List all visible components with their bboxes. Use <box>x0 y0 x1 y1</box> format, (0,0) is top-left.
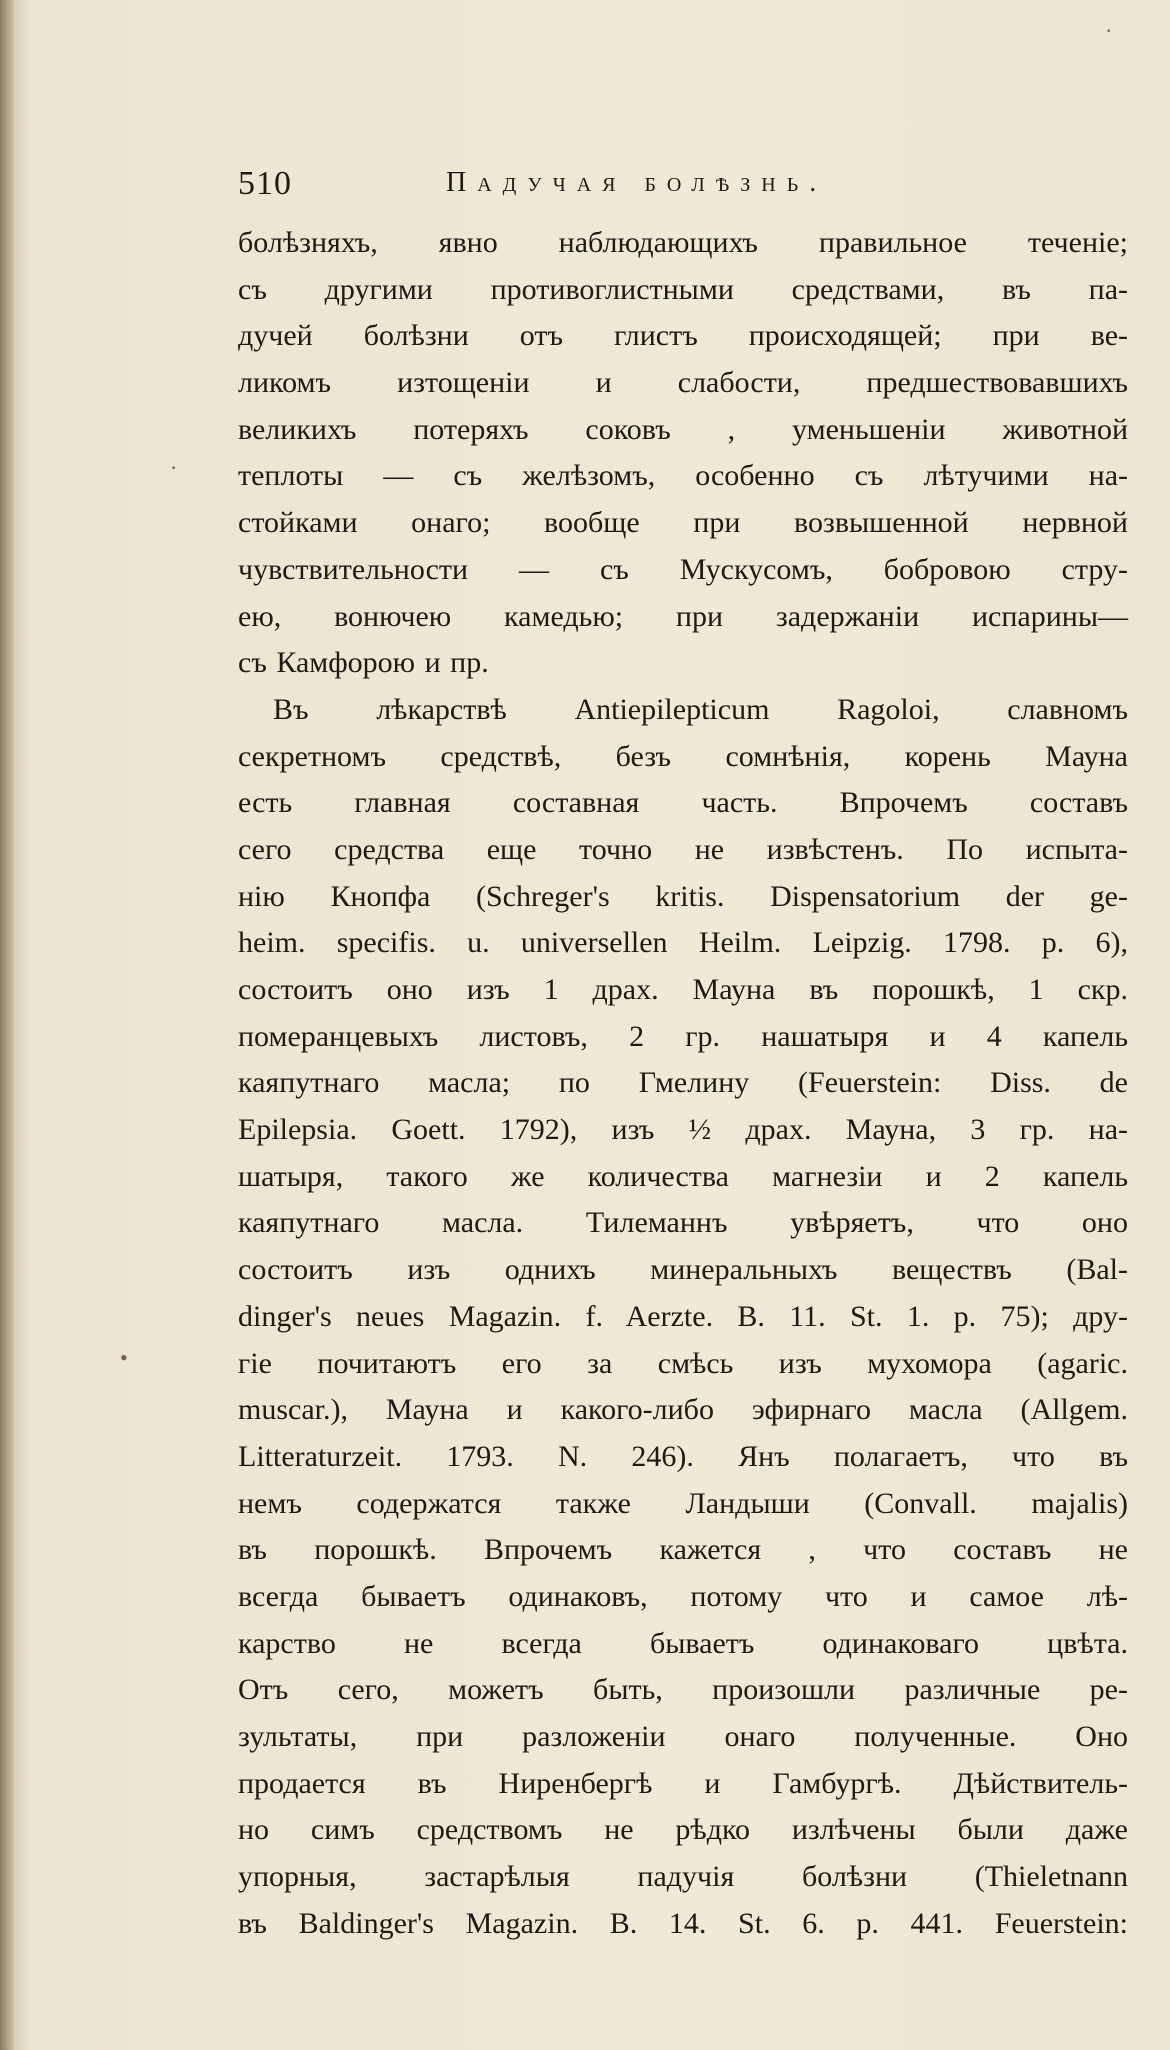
text-line: dinger's neues Magazin. f. Aerzte. B. 11. St. 1. p. 75); дру- <box>238 1299 1128 1333</box>
text-line: шатыря, такого же количества магнезіи и 2 капель <box>238 1159 1128 1193</box>
text-line: всегда бываетъ одинаковъ, потому что и самое лѣ- <box>238 1579 1128 1613</box>
text-line: но симъ средствомъ не рѣдко излѣчены были даже <box>238 1813 1128 1847</box>
text-line: въ порошкѣ. Впрочемъ кажется , что составъ не <box>238 1533 1128 1567</box>
text-line: каяпутнаго масла. Тилеманнъ увѣряетъ, что оно <box>238 1206 1128 1240</box>
text-line: heim. specifis. u. universellen Heilm. Leipzig. 1798. p. 6), <box>238 926 1128 960</box>
text-line: немъ содержатся также Ландыши (Convall. majalis) <box>238 1486 1128 1520</box>
text-line: состоитъ изъ однихъ минеральныхъ веществъ (Bal- <box>238 1253 1128 1287</box>
text-line: зультаты, при разложеніи онаго полученные. Оно <box>238 1720 1128 1753</box>
text-line: въ Baldinger's Magazin. B. 14. St. 6. p. 441. Feuerstein: <box>238 1906 1128 1940</box>
text-line: сего средства еще точно не извѣстенъ. По испыта- <box>238 832 1128 866</box>
text-line: съ другими противоглистными средствами, въ па- <box>238 272 1128 306</box>
text-line: секретномъ средствѣ, безъ сомнѣнія, корень Мауна <box>238 739 1128 773</box>
text-line: померанцевыхъ листовъ, 2 гр. нашатыря и 4 капель <box>238 1019 1128 1053</box>
margin-mark: · <box>170 455 178 480</box>
text-line: карство не всегда бываетъ одинаковаго цвѣта. <box>238 1626 1128 1660</box>
text-line: каяпутнаго масла; по Гмелину (Feuerstein: Diss. de <box>238 1066 1128 1100</box>
text-line: нію Кнопфа (Schreger's kritis. Dispensatorium der ge- <box>238 879 1128 913</box>
body-text <box>238 220 1128 1947</box>
text-line: продается въ Ниренбергѣ и Гамбургѣ. Дѣйствитель- <box>238 1766 1128 1800</box>
margin-mark: • <box>120 1345 128 1370</box>
text-line: Epilepsia. Goett. 1792), изъ ½ драх. Мауна, 3 гр. на- <box>238 1113 1128 1147</box>
running-title: Падучая болѣзнь. <box>446 167 828 198</box>
text-line: упорныя, застарѣлыя падучія болѣзни (Thieletnann <box>238 1860 1128 1894</box>
text-line: чувствительности — съ Мускусомъ, бобровою стру- <box>238 552 1128 586</box>
text-line: великихъ потеряхъ соковъ , уменьшеніи животной <box>238 412 1128 446</box>
text-line: стойками онаго; вообще при возвышенной нервной <box>238 506 1128 540</box>
margin-mark: · <box>1105 18 1113 43</box>
text-line: ею, вонючею камедью; при задержаніи испарины— <box>238 599 1128 633</box>
text-line: Litteraturzeit. 1793. N. 246). Янъ полагаетъ, что въ <box>238 1439 1128 1473</box>
text-line: дучей болѣзни отъ глистъ происходящей; при ве- <box>238 319 1128 353</box>
text-line: гіе почитаютъ его за смѣсь изъ мухомора (agaric. <box>238 1346 1128 1380</box>
page-binding-shadow <box>0 0 14 2050</box>
paragraph-start-line: Въ лѣкарствѣ Antiepilepticum Ragoloi, славномъ <box>273 692 1128 726</box>
text-line: Отъ сего, можетъ быть, произошли различные ре- <box>238 1673 1128 1707</box>
text-line: болѣзняхъ, явно наблюдающихъ правильное теченіе; <box>238 226 1128 259</box>
text-line: ликомъ изтощеніи и слабости, предшествовавшихъ <box>238 366 1128 400</box>
text-line: теплоты — съ желѣзомъ, особенно съ лѣтучими на- <box>238 459 1128 493</box>
text-line: есть главная составная часть. Впрочемъ составъ <box>238 786 1128 820</box>
text-line: состоитъ оно изъ 1 драх. Мауна въ порошкѣ, 1 скр. <box>238 973 1128 1006</box>
page-header <box>238 165 1123 215</box>
text-line: muscar.), Мауна и какого-либо эфирнаго масла (Allgem. <box>238 1393 1128 1427</box>
text-line: съ Камфорою и пр. <box>238 646 489 680</box>
page-number: 510 <box>238 165 292 202</box>
